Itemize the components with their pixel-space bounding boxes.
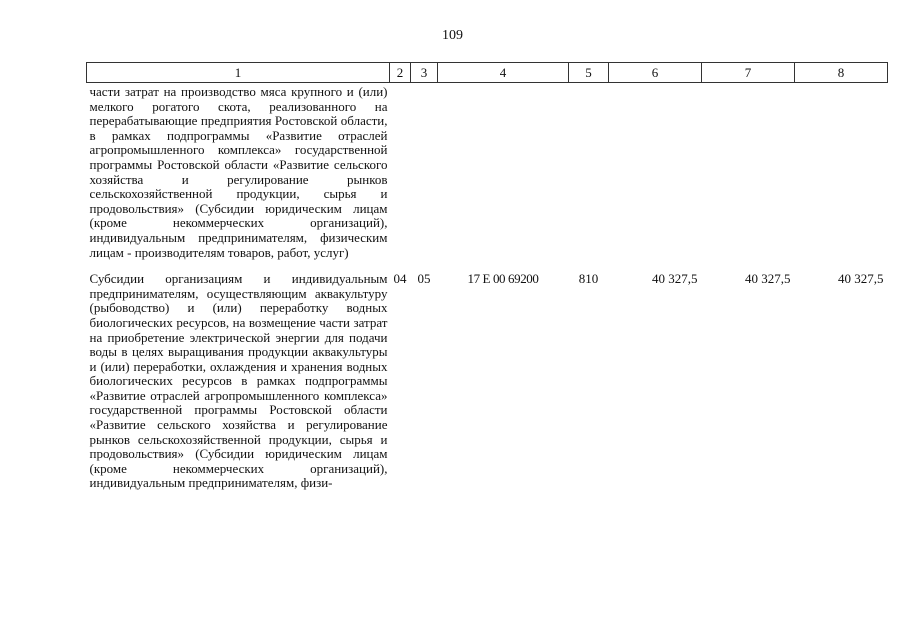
table-row (87, 83, 888, 273)
row-description: Субсидии организациям и индивидуальным предпринимателям, осуществляющим аквакультуру (рыбоводство) и (или) переработку водных биологических ресурсов, на возмещение части затрат на приобретение электрической энергии для подачи воды в целях выращивания продукции аквакультуры и (или) переработки, охлаждения и хранения водных биологических ресурсов в рамках подпрограммы «Развитие отраслей агропромышленного комплекса» государственной программы Ростовской области «Развитие сельского хозяйства и регулирование рынков сельскохозяйственной продукции, сырья и продовольствия» (Субсидии юридическим лицам (кроме некоммерческих организаций), индивидуальным предпринимателям, физи- (89, 271, 388, 491)
row-amount-8 (795, 83, 888, 273)
row-expense-type: 810 (578, 271, 599, 287)
page-number: 109 (442, 28, 463, 43)
row-expense-type (569, 83, 609, 273)
row-description: части затрат на производство мяса крупного и (или) мелкого рогатого скота, реализованного на перерабатывающие предприятия Ростовской области, в рамках подпрограммы «Развитие отраслей агропромышленного комплекса» государственной программы Ростовской области «Развитие сельского хозяйства и регулирование рынков сельскохозяйственной продукции, сырья и продовольствия» (Субсидии юридическим лицам (кроме некоммерческих организаций), индивидуальным предпринимателям, физическим лицам - производителям товаров, работ, услуг) (89, 84, 388, 260)
header-col-3: 3 (411, 63, 438, 83)
row-amount-6 (609, 83, 702, 273)
row-amount-8: 40 327,5 (838, 271, 884, 287)
row-subsection: 05 (417, 271, 431, 287)
header-col-6: 6 (609, 63, 702, 83)
header-col-2: 2 (390, 63, 411, 83)
header-col-8: 8 (795, 63, 888, 83)
header-col-1: 1 (87, 63, 390, 83)
row-section (390, 83, 411, 273)
budget-table (86, 62, 888, 491)
row-subsection (411, 83, 438, 273)
row-amount-7: 40 327,5 (745, 271, 791, 287)
row-section: 04 (393, 271, 407, 287)
header-col-5: 5 (569, 63, 609, 83)
table-header-row (87, 63, 888, 83)
table-row (87, 272, 888, 491)
header-col-4: 4 (438, 63, 569, 83)
row-amount-6: 40 327,5 (652, 271, 698, 287)
row-target-code: 17 Е 00 69200 (467, 271, 539, 287)
row-amount-7 (702, 83, 795, 273)
row-target-code (438, 83, 569, 273)
header-col-7: 7 (702, 63, 795, 83)
